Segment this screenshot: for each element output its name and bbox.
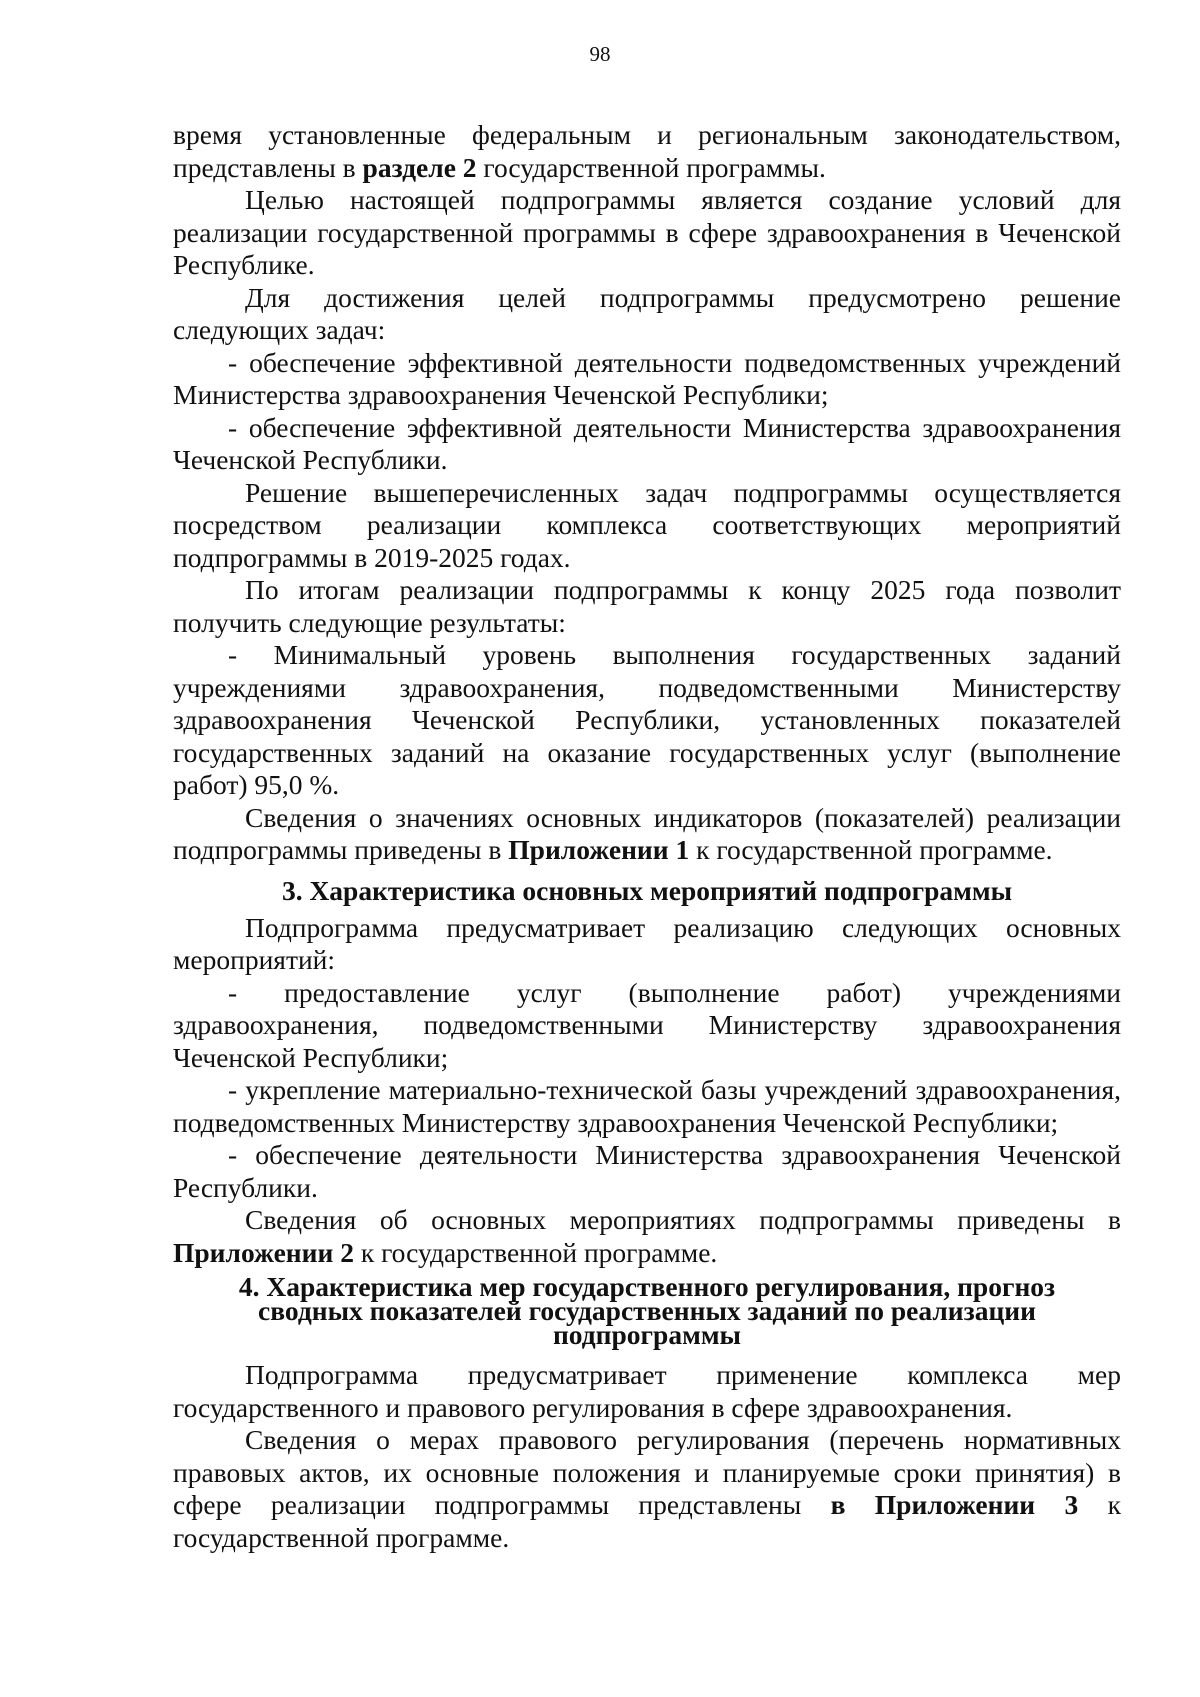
list-item-task-1: - обеспечение эффективной деятельности подведомственных учреждений Министерства здравоохранения Чеченской Республики; [173, 346, 1121, 410]
bold-reference-appendix-1: Приложении 1 [508, 834, 690, 865]
paragraph-regulation-intro: Подпрограмма предусматривает применение комплекса мер государственного и правового регулирования в сфере здравоохранения. [173, 1359, 1121, 1423]
paragraph-tasks-solution: Решение вышеперечисленных задач подпрограммы осуществляется посредством реализации комплекса соответствующих мероприятий подпрограммы в 2019-2025 годах. [173, 476, 1121, 573]
paragraph-goal: Целью настоящей подпрограммы является создание условий для реализации государственной программы в сфере здравоохранения в Чеченской Республике. [173, 184, 1121, 280]
text-span: государственной программы. [476, 151, 826, 183]
paragraph-legislation [173, 119, 1121, 184]
paragraph-results-intro: По итогам реализации подпрограммы к концу 2025 года позволит получить следующие результаты: [173, 574, 1121, 638]
text-span: время установленные федеральным и региональным законодательством, представлены в [173, 119, 1121, 183]
paragraph-activities-reference [173, 1204, 1121, 1269]
text-span: Сведения о мерах правового регулирования (перечень нормативных правовых актов, их основные положения и планируемые сроки принятия) в сфере реализации подпрограммы представлены [173, 1424, 1121, 1520]
bold-reference-section-2: разделе 2 [362, 151, 477, 183]
text-span: Сведения об основных мероприятиях подпрограммы приведены в [245, 1204, 1121, 1235]
section-3-heading: 3. Характеристика основных мероприятий подпрограммы [281, 874, 1013, 906]
text-span: к государственной программе. [173, 1489, 1121, 1553]
section-4-heading-line-3: подпрограммы [552, 1319, 742, 1350]
paragraph-indicators [173, 802, 1121, 867]
text-span: Сведения о значениях основных индикаторов (показателей) реализации подпрограммы приведены в [173, 801, 1121, 865]
paragraph-activities-intro: Подпрограмма предусматривает реализацию следующих основных мероприятий: [173, 911, 1121, 975]
paragraph-tasks-intro: Для достижения целей подпрограммы предусмотрено решение следующих задач: [173, 281, 1121, 345]
list-item-activity-1: - предоставление услуг (выполнение работ) учреждениями здравоохранения, подведомственными Министерству здравоохранения Чеченской Республики; [173, 976, 1121, 1073]
bold-reference-appendix-2: Приложении 2 [173, 1236, 354, 1268]
text-span: к государственной программе. [353, 1236, 718, 1268]
section-4-heading-line-1: 4. Характеристика мер государственного регулирования, прогноз [238, 1271, 1056, 1302]
bold-reference-appendix-3: в Приложении 3 [830, 1489, 1079, 1520]
section-4-heading-line-2: сводных показателей государственных заданий по реализации [258, 1295, 1036, 1326]
section-4-heading [173, 1271, 1121, 1350]
list-item-task-2: - обеспечение эффективной деятельности Министерства здравоохранения Чеченской Республики. [173, 411, 1121, 475]
document-body [173, 119, 1121, 1554]
list-item-activity-2: - укрепление материально-технической базы учреждений здравоохранения, подведомственных Министерству здравоохранения Чеченской Республики; [173, 1074, 1121, 1138]
page-number: 98 [589, 42, 611, 66]
paragraph-regulation-reference [173, 1424, 1121, 1554]
list-item-activity-3: - обеспечение деятельности Министерства здравоохранения Чеченской Республики. [173, 1139, 1121, 1203]
text-span: к государственной программе. [689, 834, 1053, 865]
list-item-result-1: - Минимальный уровень выполнения государственных заданий учреждениями здравоохранения, подведомственными Министерству здравоохранения Чеченской Республики, установленных показателей государственных заданий на оказание государственных услуг (выполнение работ) 95,0 %. [173, 639, 1121, 800]
